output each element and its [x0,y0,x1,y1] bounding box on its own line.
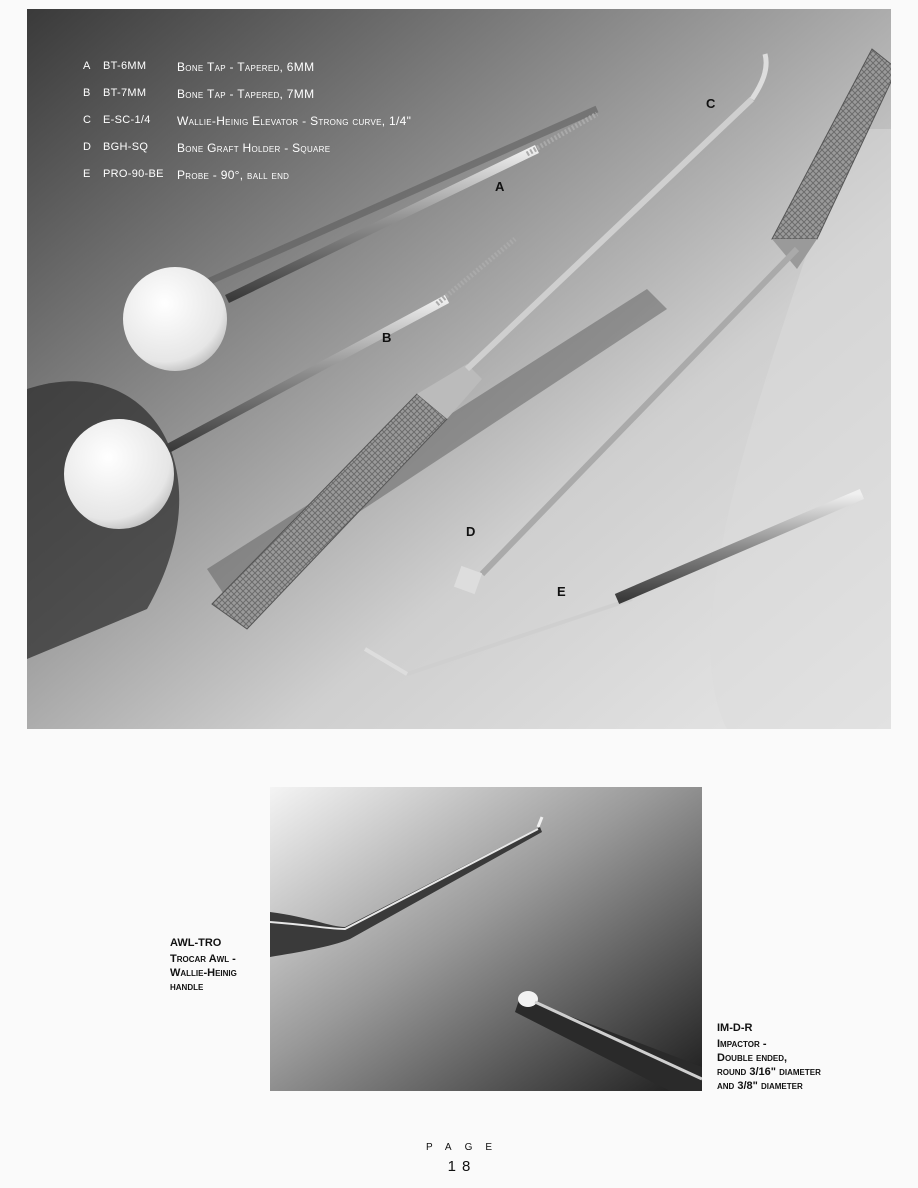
caption-impactor-line: Double ended, [717,1052,788,1064]
legend-description: Probe - 90°, ball end [177,168,290,182]
caption-awl-line: Trocar Awl - [170,953,236,965]
legend-description: Bone Graft Holder - Square [177,141,331,155]
caption-impactor-line: round 3/16" diameter [717,1066,821,1078]
caption-impactor-line: and 3/8" diameter [717,1080,803,1092]
caption-impactor-line: Impactor - [717,1038,767,1050]
awl-impactor-photo-drawing [270,787,702,1091]
legend-description: Bone Tap - Tapered, 6MM [177,60,315,74]
instruments-photo-drawing [27,9,891,729]
callout-d: D [466,524,476,539]
caption-awl-line: Wallie-Heinig [170,967,237,979]
legend-letter: B [83,87,91,99]
legend-code: BT-6MM [103,60,147,72]
instruments-photo [27,9,891,729]
caption-impactor [717,1021,821,1093]
legend-letter: E [83,168,91,180]
caption-awl-code: AWL-TRO [170,937,222,949]
legend-letter: D [83,141,92,153]
legend-description: Wallie-Heinig Elevator - Strong curve, 1/4" [177,114,412,128]
callout-b: B [382,330,392,345]
legend-code: PRO-90-BE [103,168,164,180]
legend-letter: A [83,60,91,72]
caption-awl [170,936,237,994]
legend-description: Bone Tap - Tapered, 7MM [177,87,315,101]
page-label: PAGE [425,1142,506,1153]
legend-code: E-SC-1/4 [103,114,151,126]
awl-impactor-photo [270,787,702,1091]
legend-code: BGH-SQ [103,141,149,153]
legend-letter: C [83,114,92,126]
legend-code: BT-7MM [103,87,147,99]
page-number: 18 [447,1158,477,1175]
callout-a: A [495,179,505,194]
callout-e: E [557,584,566,599]
callout-c: C [706,96,716,111]
caption-impactor-code: IM-D-R [717,1022,753,1034]
caption-awl-line: handle [170,981,204,993]
